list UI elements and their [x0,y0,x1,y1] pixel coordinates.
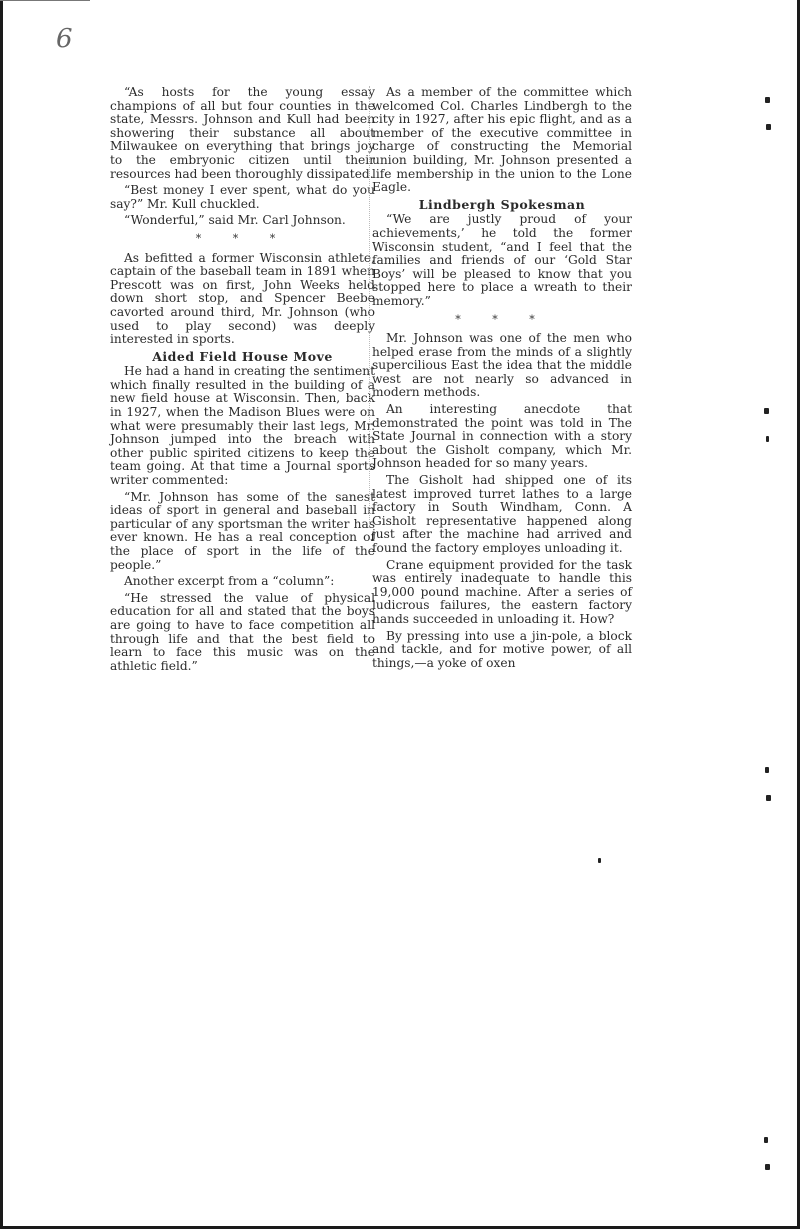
scan-artifact-mark [766,436,769,442]
scan-artifact-mark [765,1164,770,1170]
paragraph: Crane equipment provided for the task was entirely inadequate to handle this 19,000 pound machine. After a series of ludicrous failures, the eastern factory hands succeeded in unloading it. How? [372,557,632,626]
paragraph: “Best money I ever spent, what do you say?” Mr. Kull chuckled. [110,183,375,211]
scan-border-left [0,0,3,1229]
paragraph: The Gisholt had shipped one of its latest improved turret lathes to a large factory in South Windham, Conn. A Gisholt representative happened along just after the machine had arrived and found the factory employes unloading it. [372,473,632,555]
right-column [372,86,632,673]
paragraph: “We are justly proud of your achievements,’ he told the former Wisconsin student, “and I feel that the families and friends of our ‘Gold Star Boys’ will be pleased to know that you stopped here to place a wreath to their memory.” [372,212,632,308]
column-divider [369,86,370,526]
section-separator: * * * [455,312,549,326]
paragraph: Another excerpt from a “column”: [124,574,335,589]
left-column [110,86,375,676]
paragraph: As a member of the committee which welcomed Col. Charles Lindbergh to the city in 1927, after his epic flight, and as a member of the executive committee in charge of constructing the Memorial union building, Mr. Johnson presented a life membership in the union to the Lone Eagle. [372,85,632,195]
scan-artifact-mark [765,767,769,773]
paragraph: “Mr. Johnson has some of the sanest ideas of sport in general and baseball in particular of any sportsman the writer has ever known. He has a real conception of the place of sport in the life of the people.” [110,489,375,572]
paragraph: As befitted a former Wisconsin athlete, captain of the baseball team in 1891 when Prescott was on first, John Weeks held down short stop, and Spencer Beebe cavorted around third, Mr. Johnson (who used to play second) was deeply interested in sports. [110,250,375,347]
scan-artifact-mark [766,795,771,801]
handwritten-page-number: 6 [56,24,73,54]
scan-border-top [0,0,90,1]
paragraph: Mr. Johnson was one of the men who helped erase from the minds of a slightly supercilious East the idea that the middle west are not nearly so advanced in modern methods. [372,331,632,400]
section-separator: * * * [195,231,290,245]
paragraph: “As hosts for the young essay champions of all but four counties in the state, Messrs. Johnson and Kull had been showering their substance all about Milwaukee on everything that brings joy to the embryonic citizen until their resources had been thoroughly dissipated. [110,85,375,181]
scan-artifact-mark [598,858,601,863]
paragraph: By pressing into use a jin-pole, a block and tackle, and for motive power, of all things,—a yoke of oxen [372,628,632,670]
paragraph: “He stressed the value of physical education for all and stated that the boys are going to have to face competition all through life and that the best field to learn to face this music was on the athletic field.” [110,590,375,673]
scan-artifact-mark [765,97,770,103]
paragraph: An interesting anecdote that demonstrated the point was told in The State Journal in connection with a story about the Gisholt company, which Mr. Johnson headed for so many years. [372,402,632,471]
paragraph: “Wonderful,” said Mr. Carl Johnson. [124,213,346,228]
subheading: Aided Field House Move [152,348,333,364]
scan-artifact-mark [764,408,769,414]
scan-artifact-mark [766,124,771,130]
paragraph: He had a hand in creating the sentiment which finally resulted in the building of a new field house at Wisconsin. Then, back in 1927, when the Madison Blues were on what were presumably their last legs, Mr. Johnson jumped into the breach with other public spirited citizens to keep the team going. At that time a Journal sports writer commented: [110,364,375,488]
scan-artifact-mark [764,1137,768,1143]
subheading: Lindbergh Spokesman [418,196,586,212]
